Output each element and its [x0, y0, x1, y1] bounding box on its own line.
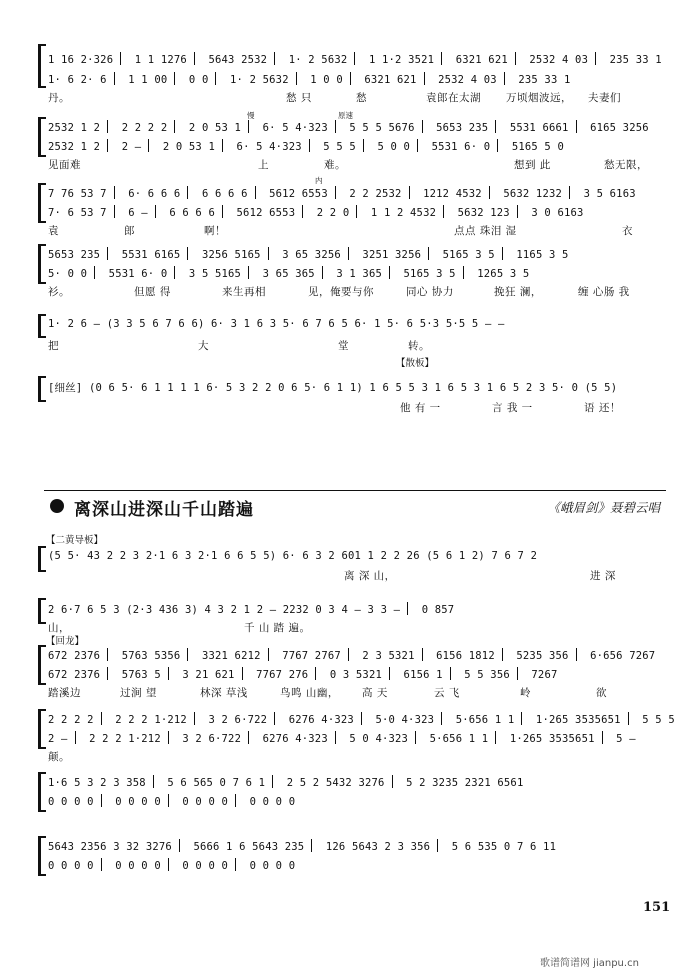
measure: 3 0 6163 [531, 207, 584, 219]
system-brace [38, 244, 46, 284]
melody-row [48, 648, 664, 662]
measure: 3 5 6163 [583, 188, 636, 200]
measure: 5531 6661 [509, 122, 569, 134]
measure: 0 3 5321 [329, 669, 383, 681]
measure: 2 3 5321 [362, 650, 415, 662]
lyric: 离 深 山， [344, 570, 396, 582]
measure: 672 2376 [48, 650, 101, 662]
measure: 6321 621 [364, 74, 417, 86]
measure: 5165 3 5 [442, 249, 495, 261]
lyric: 愁无限， [604, 159, 648, 171]
system-brace [38, 117, 46, 157]
lyric: 袁 [48, 225, 59, 237]
lyrics-row [48, 284, 664, 298]
measure: 3 2 6·722 [182, 733, 242, 745]
lyric: 同心 协力 [406, 286, 454, 298]
measure: 6· 6 6 6 [128, 188, 181, 200]
measure: 7767 2767 [282, 650, 341, 662]
lyric: 见，俺要与你 [308, 286, 374, 298]
measure: 2532 4 03 [438, 74, 497, 86]
measure: 5 0 4·323 [349, 733, 409, 745]
measure: 6276 4·323 [288, 714, 354, 726]
measure: 2 – [121, 141, 142, 153]
measure: 6 6 6 6 [201, 188, 248, 200]
melody-row [48, 247, 664, 261]
measure: 3 21 621 [182, 669, 235, 681]
measure: 2 5 2 5432 3276 [286, 777, 385, 789]
measure: 2532 1 2 [48, 141, 101, 153]
score-system-b1 [44, 546, 664, 582]
measure: 6276 4·323 [262, 733, 328, 745]
system-brace [38, 546, 46, 572]
measure: 1·265 3535651 [535, 714, 621, 726]
measure: 6321 621 [455, 54, 508, 66]
measure: 2 2 2 2 [48, 714, 94, 726]
lyric: 衣 [622, 225, 633, 237]
measure: 3 65 365 [262, 268, 315, 280]
mode-label-sanban: 【散板】 [396, 358, 435, 369]
section-title: 离深山进深山千山踏遍 [74, 500, 254, 520]
lyric: 言 我 一 [492, 402, 533, 414]
measure: 1165 3 5 [516, 249, 569, 261]
lyric: 见面难 [48, 159, 81, 171]
measure: 1· 2 6 – (3 3 5 6 7 6 6) 6· 3 1 6 3 5· 6 7 6 5 6· 1 5· 6 5·3 5·5 5 – – [48, 318, 505, 330]
measure: 5 0 0 [377, 141, 411, 153]
measure: 5235 356 [516, 650, 569, 662]
measure: 1 16 2·326 [48, 54, 114, 66]
lyric: 踏溪边 [48, 687, 81, 699]
measure: 5653 235 [436, 122, 489, 134]
measure: 3 65 3256 [282, 249, 341, 261]
lyric: 来生再相 [222, 286, 266, 298]
lyric: 千 山 踏 遍。 [244, 622, 311, 634]
measure: 2 2 0 [316, 207, 350, 219]
mode-label-huilong: 【回龙】 [46, 636, 85, 647]
lyric: 万顷烟波远， [506, 92, 572, 104]
lyric: 想到 此 [514, 159, 551, 171]
measure: 2 2 2 1·212 [89, 733, 161, 745]
lyric: 愁 [356, 92, 367, 104]
measure: 3321 6212 [201, 650, 261, 662]
lyric: 山， [48, 622, 70, 634]
measure: 3 2 6·722 [208, 714, 268, 726]
measure: 1 0 0 [310, 74, 343, 86]
measure: 5· 0 0 [48, 268, 88, 280]
measure: 672 2376 [48, 669, 101, 681]
lyric: 林深 草浅 [200, 687, 248, 699]
measure: 5 2 3235 2321 6561 [406, 777, 524, 789]
measure: 0 0 0 0 [249, 796, 296, 808]
accompaniment-row [48, 858, 664, 872]
measure: 126 5643 2 3 356 [325, 841, 431, 853]
measure: 1·6 5 3 2 3 358 [48, 777, 146, 789]
measure: 3 1 365 [336, 268, 382, 280]
measure: 5763 5356 [121, 650, 181, 662]
measure: 5·656 1 1 [455, 714, 515, 726]
melody-row [48, 775, 664, 789]
accompaniment-row [48, 72, 664, 86]
measure: 6156 1 [403, 669, 443, 681]
measure: 2 0 53 1 [188, 122, 242, 134]
score-system-b4 [44, 709, 675, 765]
section-source: 《峨眉剑》聂碧云唱 [547, 500, 660, 515]
lyric: 语 还！ [584, 402, 621, 414]
score-system-b5 [44, 772, 664, 816]
system-brace [38, 314, 46, 338]
system-brace [38, 772, 46, 812]
measure: 5531 6165 [121, 249, 181, 261]
measure: 1 1 1276 [134, 54, 187, 66]
lyric: 欲 [596, 687, 607, 699]
lyric: 挽狂 澜， [494, 286, 542, 298]
lyrics-row [48, 223, 664, 237]
lyric: 把 [48, 340, 59, 352]
measure: 0 0 0 0 [249, 860, 296, 872]
measure: 0 857 [421, 604, 455, 616]
measure: 2 6·7 6 5 3 (2·3 436 3) 4 3 2 1 2 – 2232 0 3 4 – 3 3 – [48, 604, 401, 616]
instrument-label: [细丝] [48, 382, 83, 394]
mode-label-erhuang-daoban: 【二黄导板】 [46, 535, 104, 546]
score-system-6 [44, 376, 664, 420]
lyric: 夫妻们 [588, 92, 621, 104]
section-heading [44, 490, 666, 521]
measure: 5643 2532 [208, 54, 268, 66]
measure: 5 6 535 0 7 6 11 [451, 841, 557, 853]
lyric: 郎 [124, 225, 135, 237]
measure: 2532 4 03 [529, 54, 589, 66]
measure: 7· 6 53 7 [48, 207, 107, 219]
lyric: 上 [258, 159, 269, 171]
score-system-b6 [44, 836, 664, 880]
measure: 7267 [531, 669, 558, 681]
measure: 5612 6553 [269, 188, 328, 200]
melody-row [48, 550, 664, 564]
lyric: 颠。 [48, 751, 70, 763]
tempo-mark: 慢 [247, 111, 255, 120]
page-number: 151 [643, 900, 671, 915]
score-system-b2 [44, 598, 664, 634]
lyric: 愁 只 [286, 92, 312, 104]
measure: 5632 123 [457, 207, 510, 219]
melody-row [48, 120, 664, 134]
tempo-mark: 内 [315, 176, 323, 185]
measure: 235 33 1 [609, 54, 662, 66]
measure: (0 6 5· 6 1 1 1 1 6· 5 3 2 2 0 6 5· 6 1 1) 1 6 5 5 3 1 6 5 3 1 6 5 2 3 5· 0 (5 5) [88, 382, 618, 394]
score-system-2 [44, 117, 664, 173]
measure: 1 1 2 4532 [370, 207, 437, 219]
lyrics-row [48, 749, 664, 763]
measure: 0 0 0 0 [115, 860, 161, 872]
measure: 5·0 4·323 [375, 714, 435, 726]
melody-row [48, 52, 664, 66]
measure: 0 0 0 0 [48, 796, 94, 808]
measure: 1· 2 5632 [230, 74, 289, 86]
measure: 3251 3256 [362, 249, 422, 261]
measure: 1· 6 2· 6 [48, 74, 107, 86]
measure: 1·265 3535651 [509, 733, 595, 745]
measure: 5165 5 0 [511, 141, 564, 153]
score-system-4 [44, 244, 664, 300]
lyrics-row [48, 157, 664, 171]
measure: 7 76 53 7 [48, 188, 107, 200]
measure: 5531 6· 0 [108, 268, 168, 280]
lyric: 鸟鸣 山幽， [280, 687, 339, 699]
measure: 6· 5 4·323 [262, 122, 328, 134]
measure: 0 0 0 0 [182, 860, 229, 872]
system-brace [38, 645, 46, 685]
system-brace [38, 376, 46, 402]
measure: 2 0 53 1 [162, 141, 216, 153]
lyric: 缠 心肠 我 [578, 286, 630, 298]
melody-row [48, 186, 664, 200]
measure: 2 2 2 1·212 [115, 714, 187, 726]
lyric: 转。 [408, 340, 430, 352]
lyric: 他 有 一 [400, 402, 441, 414]
score-system-b3 [44, 645, 664, 701]
lyrics-row [48, 620, 664, 634]
lyric: 袁郎在太湖 [426, 92, 481, 104]
measure: 0 0 0 0 [115, 796, 161, 808]
lyric: 堂 [338, 340, 349, 352]
measure: 2532 1 2 [48, 122, 101, 134]
score-system-1 [44, 44, 664, 104]
accompaniment-row [48, 731, 664, 745]
measure: 5653 235 [48, 249, 101, 261]
accompaniment-row [48, 139, 664, 153]
measure: 5 5 5 [323, 141, 356, 153]
measure: 5763 5 [121, 669, 161, 681]
melody-row [48, 839, 664, 853]
lyric: 云 飞 [434, 687, 460, 699]
measure: 5 5 356 [464, 669, 510, 681]
measure: 5666 1 6 5643 235 [193, 841, 305, 853]
lyric: 高 天 [362, 687, 388, 699]
measure: 5·656 1 1 [429, 733, 489, 745]
accompaniment-row [48, 266, 664, 280]
measure: 3 5 5165 [188, 268, 242, 280]
melody-row [48, 380, 664, 394]
lyric: 但愿 得 [134, 286, 171, 298]
lyric: 啊！ [204, 225, 226, 237]
system-brace [38, 44, 46, 88]
score-system-3 [44, 183, 664, 239]
measure: 5 5 5 5676 [349, 122, 415, 134]
measure: 2 2 2 2 [121, 122, 168, 134]
accompaniment-row [48, 667, 664, 681]
lyric: 过涧 望 [120, 687, 157, 699]
lyric: 大 [198, 340, 209, 352]
system-brace [38, 836, 46, 876]
system-brace [38, 183, 46, 223]
lyric: 衫。 [48, 286, 70, 298]
measure: 5643 2356 3 32 3276 [48, 841, 172, 853]
watermark: 歌谱简谱网 jianpu.cn [540, 958, 639, 969]
bullet-icon [50, 499, 64, 513]
measure: 5 5 5 [642, 714, 675, 726]
measure: 235 33 1 [518, 74, 571, 86]
lyric: 岭 [520, 687, 531, 699]
lyric: 进 深 [590, 570, 616, 582]
melody-row [48, 602, 664, 616]
measure: 6· 5 4·323 [236, 141, 302, 153]
measure: 1 1·2 3521 [368, 54, 435, 66]
measure: 5 6 565 0 7 6 1 [167, 777, 266, 789]
measure: 7767 276 [256, 669, 309, 681]
system-brace [38, 598, 46, 624]
measure: 6165 3256 [590, 122, 649, 134]
lyrics-row [48, 685, 664, 699]
accompaniment-row [48, 794, 664, 808]
melody-row [48, 712, 675, 726]
measure: 3256 5165 [201, 249, 261, 261]
system-brace [38, 709, 46, 749]
measure: 0 0 [188, 74, 209, 86]
lyrics-row [48, 568, 664, 582]
score-system-5 [44, 314, 664, 354]
measure: 5632 1232 [503, 188, 563, 200]
lyric: 点点 珠泪 湿 [454, 225, 517, 237]
measure: 5531 6· 0 [431, 141, 491, 153]
measure: 6156 1812 [436, 650, 495, 662]
accompaniment-row [48, 205, 664, 219]
melody-row [48, 318, 664, 332]
measure: 6·656 7267 [590, 650, 656, 662]
measure: 2 – [48, 733, 68, 745]
measure: 0 0 0 0 [48, 860, 94, 872]
measure: 1212 4532 [423, 188, 482, 200]
measure: 0 0 0 0 [182, 796, 229, 808]
lyrics-row [48, 400, 664, 414]
measure: 2 2 2532 [349, 188, 402, 200]
measure: 1265 3 5 [477, 268, 530, 280]
measure: 5 – [616, 733, 636, 745]
measure: 5612 6553 [236, 207, 296, 219]
measure: 1· 2 5632 [288, 54, 348, 66]
tempo-mark: 原速 [338, 111, 353, 120]
lyric: 丹。 [48, 92, 70, 104]
measure: (5 5· 43 2 2 3 2·1 6 3 2·1 6 6 5 5) 6· 6 3 2 601 1 2 2 26 (5 6 1 2) 7 6 7 2 [48, 550, 538, 562]
lyrics-row [48, 90, 664, 104]
measure: 1 1 00 [128, 74, 168, 86]
measure: 6 6 6 6 [169, 207, 215, 219]
lyric: 难。 [324, 159, 346, 171]
measure: 6 – [128, 207, 148, 219]
lyrics-row [48, 338, 664, 352]
measure: 5165 3 5 [403, 268, 456, 280]
